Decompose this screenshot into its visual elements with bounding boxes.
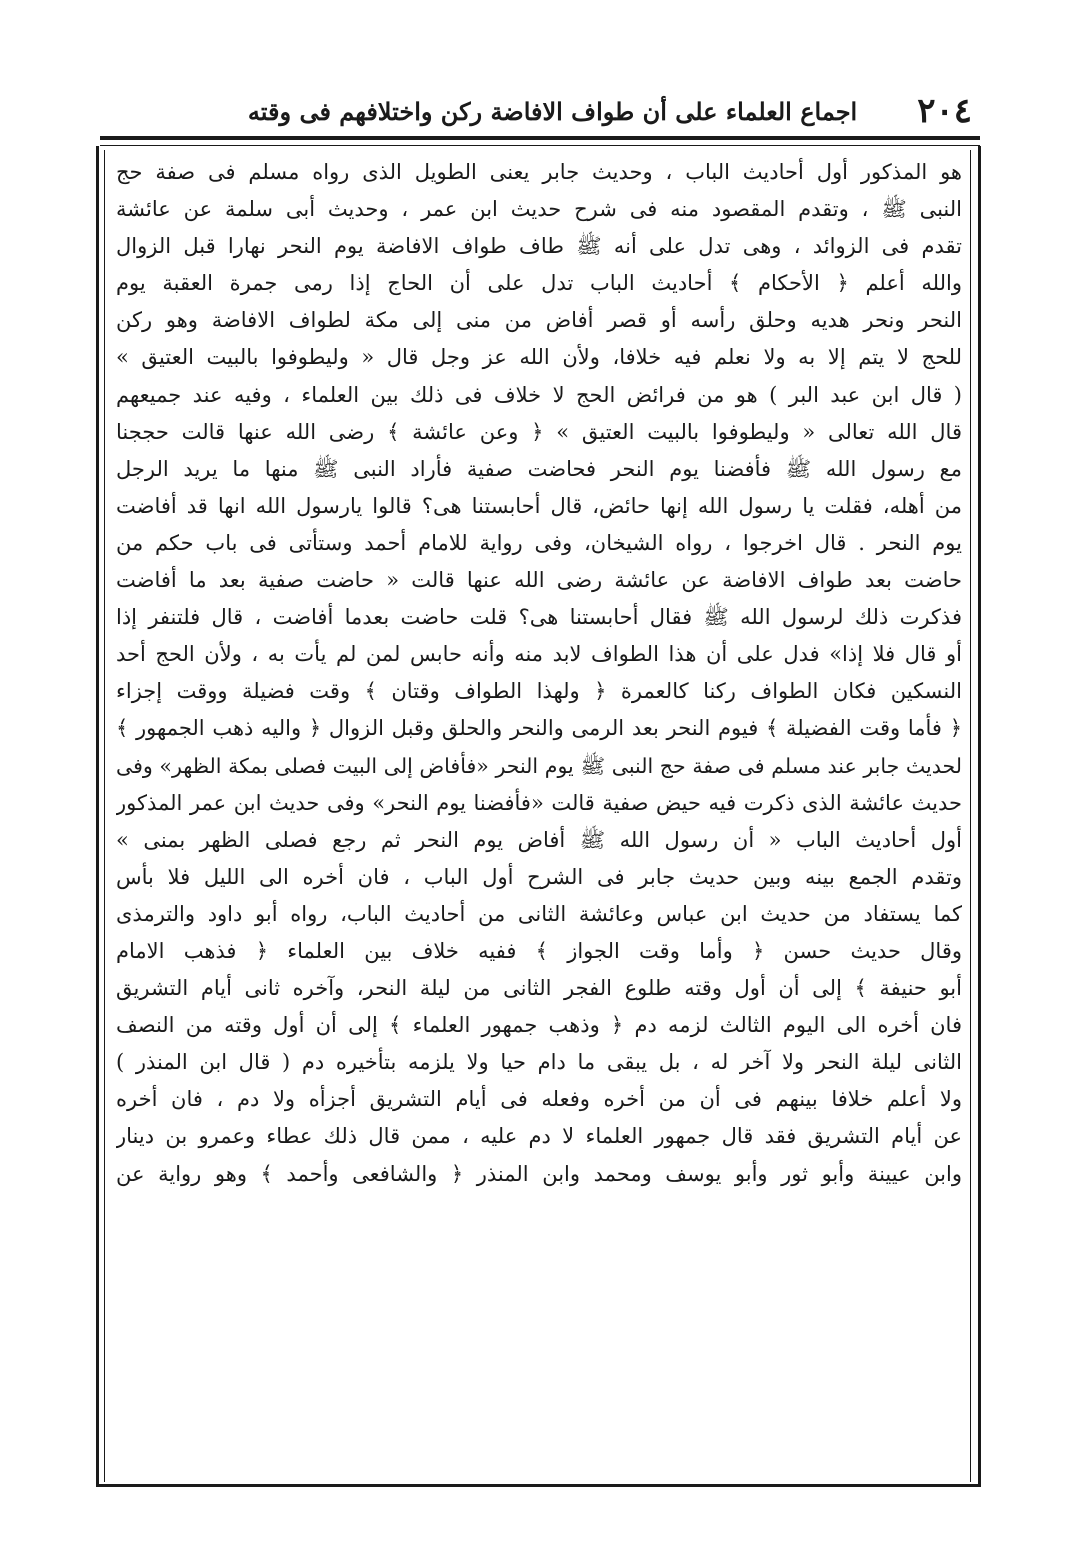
running-title: اجماع العلماء على أن طواف الافاضة ركن واختلافهم فى وقته — [247, 96, 858, 126]
text-line: مع رسول الله ﷺ فأفضنا يوم النحر فحاضت صفية فأراد النبى ﷺ منها ما يريد الرجل — [116, 456, 962, 481]
text-line: من أهله، فقلت يا رسول الله إنها حائض، قال أحابستنا هى؟ قالوا يارسول الله انها قد أفاضت — [116, 493, 962, 518]
page-number: ٢٠٤ — [917, 91, 972, 131]
text-line: الثانى ليلة النحر ولا آخر له ، بل يبقى ما دام حيا ولا يلزمه بتأخيره دم ( قال ابن المنذر ) — [116, 1050, 962, 1075]
text-line: حديث عائشة الذى ذكرت فيه حيض صفية قالت «فأفضنا يوم النحر» وفى حديث ابن عمر المذكور — [116, 790, 962, 815]
text-line: النحر ونحر هديه وحلق رأسه أو قصر أفاض من منى إلى مكة لطواف الافاضة وهو ركن — [116, 308, 962, 333]
body-text — [116, 154, 962, 1193]
text-line: وقال حديث حسن ﴿ وأما وقت الجواز ﴾ ففيه خلاف بين العلماء ﴿ فذهب الامام — [116, 938, 962, 963]
text-line: والله أعلم ﴿ الأحكام ﴾ أحاديث الباب تدل على أن الحاج إذا رمى جمرة العقبة يوم — [116, 271, 962, 296]
page-header — [108, 88, 980, 134]
text-line: كما يستفاد من حديث ابن عباس وعائشة الثانى من أحاديث الباب، رواه أبو داود والترمذى — [116, 901, 962, 926]
text-line: حاضت بعد طواف الافاضة عن عائشة رضى الله عنها قالت « حاضت صفية بعد ما أفاضت — [116, 568, 962, 593]
frame-left-inner-border — [104, 150, 105, 1482]
text-line: يوم النحر . قال اخرجوا ، رواه الشيخان، وفى رواية للامام أحمد وستأتى فى باب حكم من — [116, 530, 962, 555]
text-line: هو المذكور أول أحاديث الباب ، وحديث جابر يعنى الطويل الذى رواه مسلم فى صفة حج — [116, 160, 962, 184]
frame-left-border — [96, 146, 99, 1486]
text-line: قال الله تعالى « وليطوفوا بالبيت العتيق » ﴿ وعن عائشة ﴾ رضى الله عنها قالت حججنا — [116, 419, 962, 444]
text-line: فذكرت ذلك لرسول الله ﷺ فقال أحابستنا هى؟ قلت حاضت بعدما أفاضت ، قال فلتنفر إذا — [116, 605, 962, 630]
header-rule-thin — [100, 145, 980, 146]
frame-right-border — [978, 146, 981, 1486]
text-line: ﴿ فأما وقت الفضيلة ﴾ فيوم النحر بعد الرمى والنحر والحلق وقبل الزوال ﴿ واليه ذهب الجمهور ﴾ — [116, 716, 962, 741]
header-rule-thick — [100, 136, 980, 140]
text-line: ( قال ابن عبد البر ) هو من فرائض الحج لا خلاف فى ذلك بين العلماء ، وفيه عند جميعهم — [116, 382, 962, 407]
text-line: فان أخره الى اليوم الثالث لزمه دم ﴿ وذهب جمهور العلماء ﴾ إلى أن أول وقته من النصف — [116, 1013, 962, 1038]
text-line: وابن عيينة وأبو ثور وأبو يوسف ومحمد وابن المنذر ﴿ والشافعى وأحمد ﴾ وهو رواية عن — [116, 1161, 962, 1186]
text-line: عن أيام التشريق فقد قال جمهور العلماء لا دم عليه ، ممن قال ذلك عطاء وعمرو بن دينار — [116, 1124, 962, 1149]
text-line: ولا أعلم خلافا بينهم فى أن من أخره وفعله فى أيام التشريق أجزأه ولا دم ، فان أخره — [116, 1087, 962, 1112]
frame-right-inner-border — [970, 150, 971, 1482]
text-line: أو قال فلا إذا» فدل على أن هذا الطواف لابد منه وأنه حابس لمن لم يأت به ، ولأن الحج أحد — [116, 642, 962, 667]
text-line: للحج لا يتم إلا به ولا نعلم فيه خلافا، ولأن الله عز وجل قال « وليطوفوا بالبيت العتيق » — [116, 345, 962, 370]
text-line: لحديث جابر عند مسلم فى صفة حج النبى ﷺ يوم النحر «فأفاض إلى البيت فصلى بمكة الظهر» وفى — [116, 753, 962, 778]
frame-bottom-border — [96, 1484, 981, 1487]
text-line: النبى ﷺ ، وتقدم المقصود منه فى شرح حديث ابن عمر ، وحديث أبى سلمة عن عائشة — [116, 197, 962, 222]
text-line: أبو حنيفة ﴾ إلى أن أول وقته طلوع الفجر الثانى من ليلة النحر، وآخره ثانى أيام التشريق — [116, 976, 962, 1001]
text-line: أول أحاديث الباب « أن رسول الله ﷺ أفاض يوم النحر ثم رجع فصلى الظهر بمنى » — [116, 827, 962, 852]
text-line: تقدم فى الزوائد ، وهى تدل على أنه ﷺ طاف طواف الافاضة يوم النحر نهارا قبل الزوال — [116, 234, 962, 259]
text-line: النسكين فكان الطواف ركنا كالعمرة ﴿ ولهذا الطواف وقتان ﴾ وقت فضيلة ووقت إجزاء — [116, 679, 962, 704]
text-line: وتقدم الجمع بينه وبين حديث جابر فى الشرح أول الباب ، فان أخره الى الليل فلا بأس — [116, 864, 962, 889]
